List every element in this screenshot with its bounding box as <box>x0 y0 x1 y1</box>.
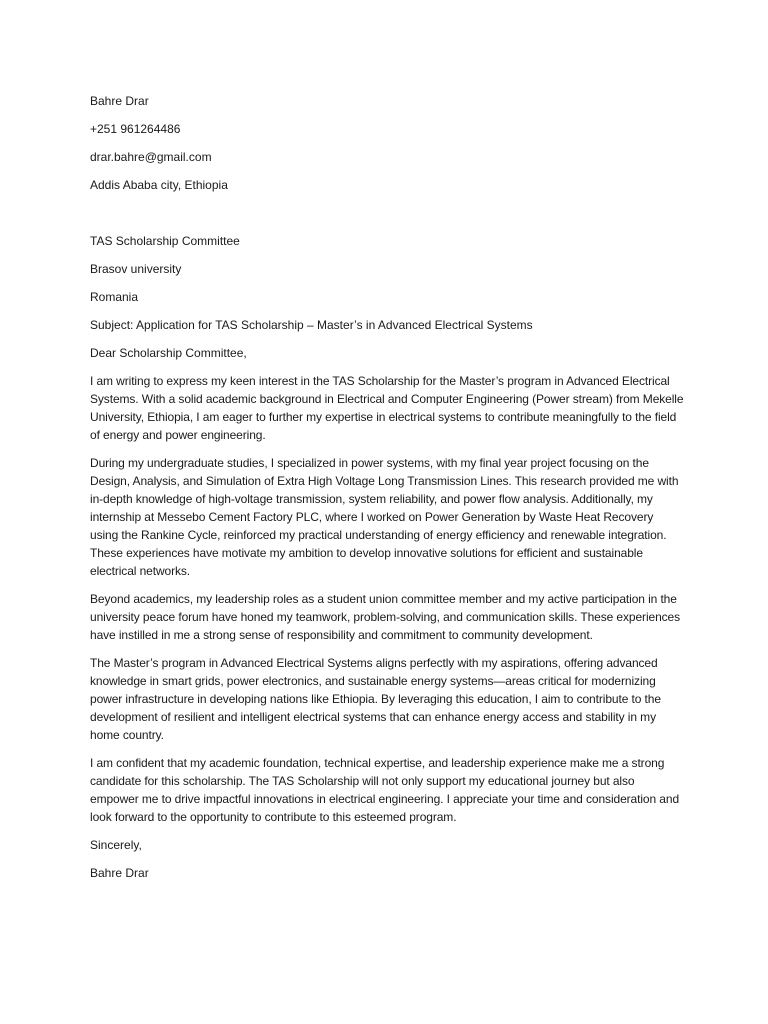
body-paragraph-2: During my undergraduate studies, I specialized in power systems, with my final year project focusing on the Design, Analysis, and Simulation of Extra High Voltage Long Transmission Lines. This research provided me with in-depth knowledge of high-voltage transmission, system reliability, and power flow analysis. Additionally, my internship at Messebo Cement Factory PLC, where I worked on Power Generation by Waste Heat Recovery using the Rankine Cycle, reinforced my practical understanding of energy efficiency and renewable integration. These experiences have motivate my ambition to develop innovative solutions for efficient and sustainable electrical networks. <box>90 456 679 578</box>
recipient-country: Romania <box>90 290 139 304</box>
body-paragraph-3: Beyond academics, my leadership roles as a student union committee member and my active participation in the university peace forum have honed my teamwork, problem-solving, and communication skills. These experiences have instilled in me a strong sense of responsibility and commitment to community development. <box>90 592 681 642</box>
sender-phone: +251 961264486 <box>90 122 181 136</box>
signature-name: Bahre Drar <box>90 866 149 880</box>
sender-block <box>90 92 684 194</box>
salutation: Dear Scholarship Committee, <box>90 346 247 360</box>
letter-body <box>90 372 684 826</box>
section-spacer <box>90 204 684 232</box>
body-paragraph-5: I am confident that my academic foundation, technical expertise, and leadership experience make me a strong candidate for this scholarship. The TAS Scholarship will not only support my educational journey but also empower me to drive impactful innovations in electrical engineering. I appreciate your time and consideration and look forward to the opportunity to contribute to this esteemed program. <box>90 756 680 824</box>
subject-line: Subject: Application for TAS Scholarship – Master’s in Advanced Electrical Systems <box>90 318 533 332</box>
cover-letter <box>90 92 684 892</box>
recipient-committee: TAS Scholarship Committee <box>90 234 240 248</box>
recipient-block <box>90 232 684 306</box>
sender-address: Addis Ababa city, Ethiopia <box>90 178 228 192</box>
closing: Sincerely, <box>90 838 142 852</box>
body-paragraph-4: The Master’s program in Advanced Electrical Systems aligns perfectly with my aspirations, offering advanced knowledge in smart grids, power electronics, and sustainable energy systems—areas critical for modernizing power infrastructure in developing nations like Ethiopia. By leveraging this education, I aim to contribute to the development of resilient and intelligent electrical systems that can enhance energy access and stability in my home country. <box>90 656 661 742</box>
sender-email: drar.bahre@gmail.com <box>90 150 212 164</box>
recipient-university: Brasov university <box>90 262 182 276</box>
body-paragraph-1: I am writing to express my keen interest in the TAS Scholarship for the Master’s program in Advanced Electrical Systems. With a solid academic background in Electrical and Computer Engineering (Power stream) from Mekelle University, Ethiopia, I am eager to further my expertise in electrical systems to contribute meaningfully to the field of energy and power engineering. <box>90 374 684 442</box>
sender-name: Bahre Drar <box>90 94 149 108</box>
